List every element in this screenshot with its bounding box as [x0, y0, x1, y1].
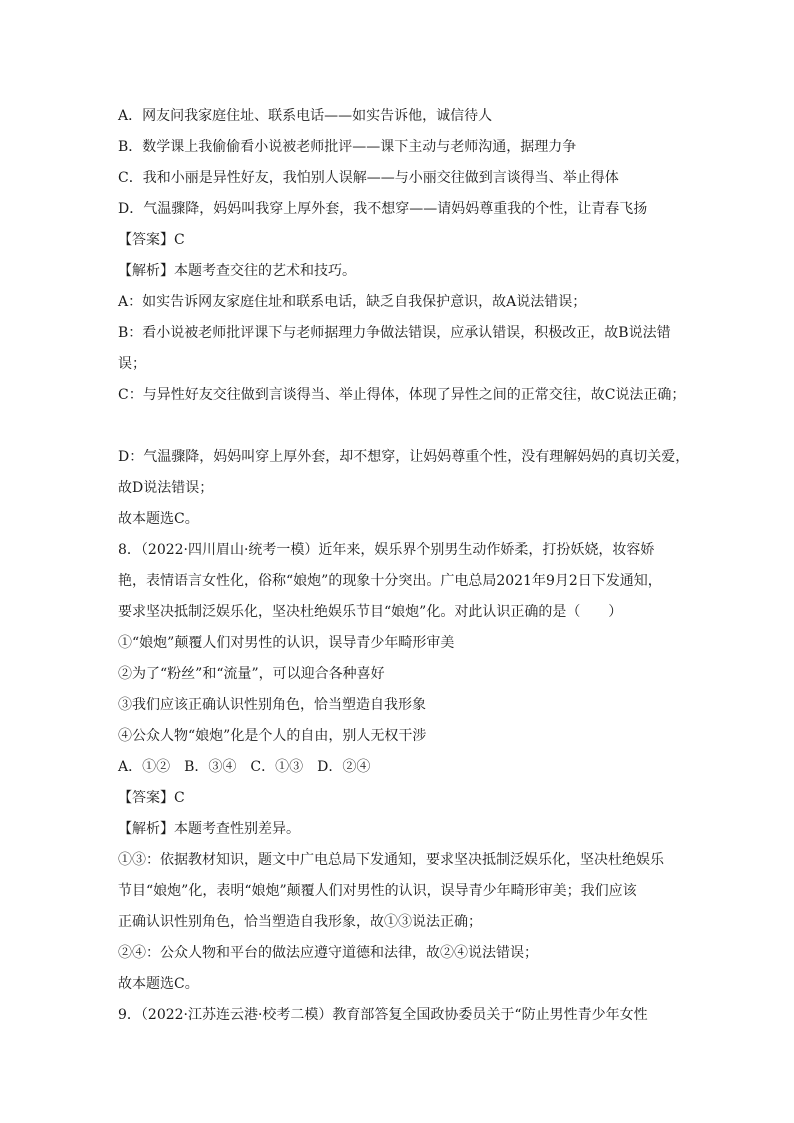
analysis-line: B：看小说被老师批评课下与老师据理力争做法错误，应承认错误，积极改正，故B说法错 — [118, 325, 671, 341]
page-content — [118, 101, 690, 1031]
statement-3: ③我们应该正确认识性别角色，恰当塑造自我形象 — [118, 697, 426, 713]
option-c: C．我和小丽是异性好友，我怕别人误解——与小丽交往做到言谈得当、举止得体 — [118, 170, 619, 186]
analysis-line: ①③：依据教材知识，题文中广电总局下发通知，要求坚决抵制泛娱乐化，坚决杜绝娱乐 — [118, 852, 664, 868]
option-b: B．数学课上我偷偷看小说被老师批评——课下主动与老师沟通，据理力争 — [118, 139, 577, 155]
answer-label: 【答案】C — [118, 232, 185, 248]
analysis-line: A：如实告诉网友家庭住址和联系电话，缺乏自我保护意识，故A说法错误； — [118, 294, 587, 310]
question-stem-line: 要求坚决抵制泛娱乐化，坚决杜绝娱乐节目“娘炮”化。对此认识正确的是（ ） — [118, 604, 623, 620]
question-9 — [118, 1000, 678, 1031]
analysis-line: 【解析】本题考查性别差异。 — [118, 821, 300, 837]
question-8 — [118, 535, 678, 1000]
question-7-options — [118, 101, 678, 225]
analysis-line: C：与异性好友交往做到言谈得当、举止得体，体现了异性之间的正常交往，故C说法正确； — [118, 387, 686, 403]
answer-options: A．①② B．③④ C．①③ D．②④ — [118, 759, 371, 775]
analysis-line: 故本题选C。 — [118, 511, 199, 527]
statement-1: ①“娘炮”颠覆人们对男性的认识，误导青少年畸形审美 — [118, 635, 455, 651]
statement-4: ④公众人物“娘炮”化是个人的自由，别人无权干涉 — [118, 728, 427, 744]
analysis-line: 故本题选C。 — [118, 976, 199, 992]
analysis-line: 故D说法错误； — [118, 480, 214, 496]
question-stem-line: 9．（2022·江苏连云港·校考二模）教育部答复全国政协委员关于“防止男性青少年女性 — [118, 1007, 648, 1023]
analysis-line: D：气温骤降，妈妈叫穿上厚外套，却不想穿，让妈妈尊重个性，没有理解妈妈的真切关爱， — [118, 449, 690, 465]
question-7-analysis — [118, 256, 690, 535]
analysis-line: 正确认识性别角色，恰当塑造自我形象，故①③说法正确； — [118, 914, 482, 930]
analysis-line: 【解析】本题考查交往的艺术和技巧。 — [118, 263, 356, 279]
analysis-line: 误； — [118, 356, 146, 372]
statement-2: ②为了“粉丝”和“流量”，可以迎合各种喜好 — [118, 666, 385, 682]
option-a: A．网友问我家庭住址、联系电话——如实告诉他，诚信待人 — [118, 108, 493, 124]
analysis-line: 节目“娘炮”化，表明“娘炮”颠覆人们对男性的认识，误导青少年畸形审美；我们应该 — [118, 883, 637, 899]
answer-label: 【答案】C — [118, 790, 185, 806]
blank-gap — [118, 411, 678, 442]
question-stem-line: 8．（2022·四川眉山·统考一模）近年来，娱乐界个别男生动作娇柔，打扮妖娆，妆容娇 — [118, 542, 655, 558]
option-d: D．气温骤降，妈妈叫我穿上厚外套，我不想穿——请妈妈尊重我的个性，让青春飞扬 — [118, 201, 648, 217]
analysis-line: ②④：公众人物和平台的做法应遵守道德和法律，故②④说法错误； — [118, 945, 538, 961]
question-stem-line: 艳，表情语言女性化，俗称“娘炮”的现象十分突出。广电总局2021年9月2日下发通知， — [118, 573, 662, 589]
